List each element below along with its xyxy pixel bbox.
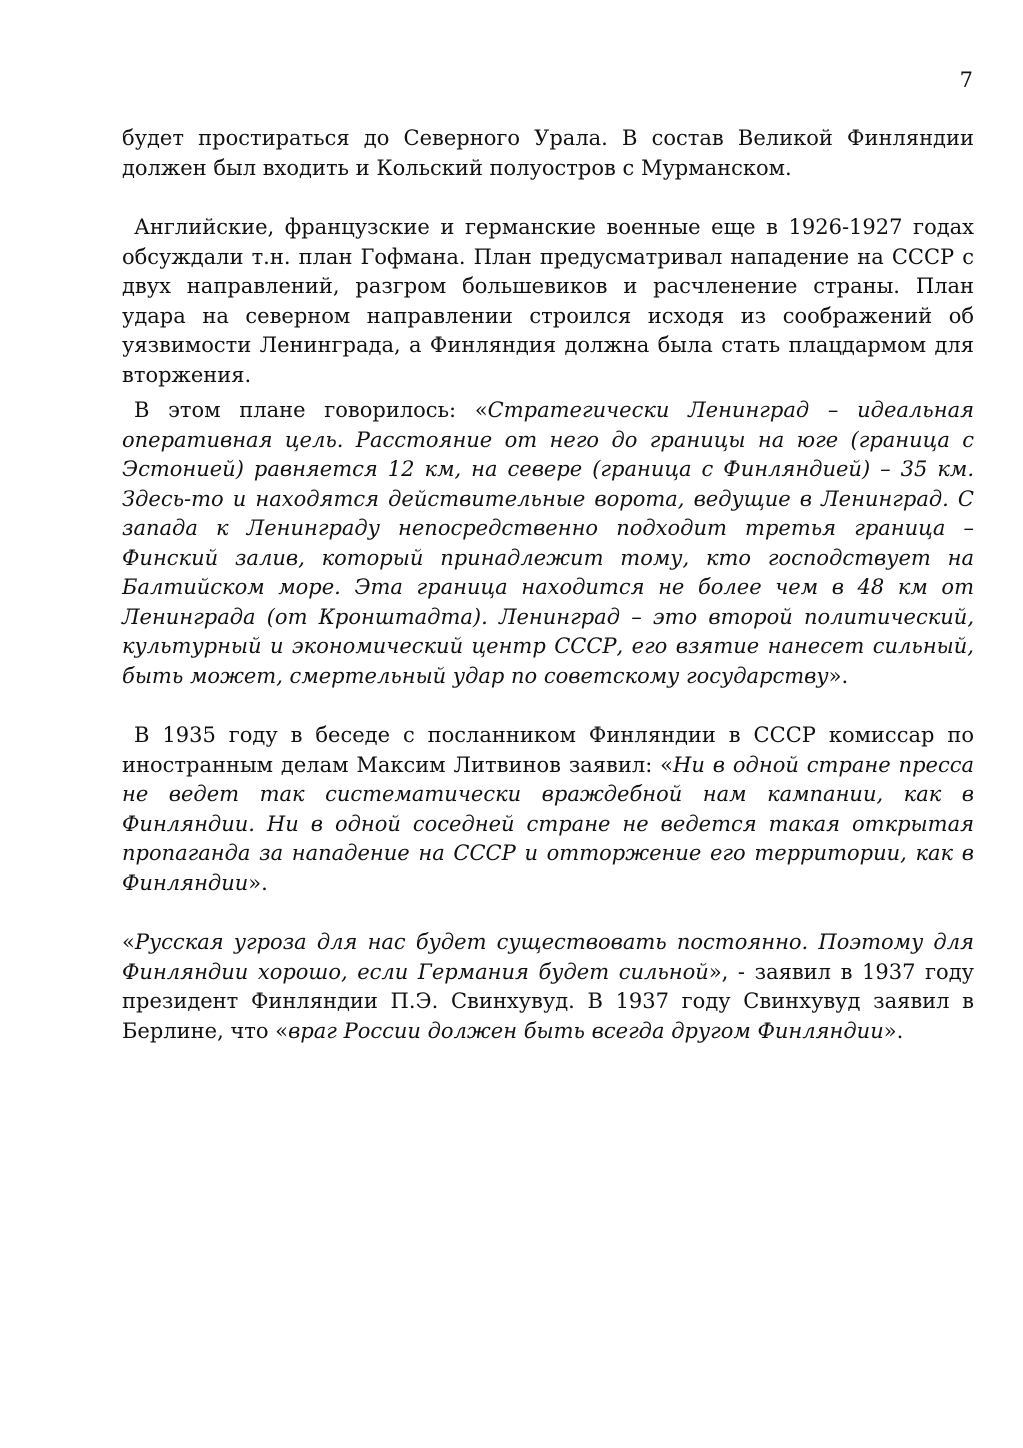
paragraph-4-tail: ». (248, 870, 268, 895)
paragraph-5-lead: « (122, 930, 135, 954)
paragraph-5-tail: ». (883, 1018, 904, 1043)
paragraph-4 (122, 721, 974, 898)
document-body (122, 124, 974, 1046)
paragraph-4-lead: В 1935 году в беседе с посланником Финляндии в СССР комиссар по иностранным делам Максим Литвинов заявил: « (122, 723, 974, 777)
page-number: 7 (959, 68, 973, 92)
paragraph-5-quote-2: враг России должен быть всегда другом Финляндии (288, 1018, 884, 1043)
paragraph-5 (122, 928, 974, 1046)
paragraph-2: Английские, французские и германские военные еще в 1926-1927 годах обсуждали т.н. план Гофмана. План предусматривал нападение на СССР с двух направлений, разгром большевиков и расчленение страны. План удара на северном направлении строился исходя из соображений об уязвимости Ленинграда, а Финляндия должна была стать плацдармом для вторжения. (122, 215, 974, 387)
paragraph-1: будет простираться до Северного Урала. В состав Великой Финляндии должен был входить и Кольский полуостров с Мурманском. (122, 126, 974, 180)
paragraph-5-middle: », - заявил в 1937 году президент Финляндии П.Э. Свинхувуд. В 1937 году Свинхувуд заявил в Берлине, что « (122, 959, 974, 1043)
paragraph-4-quote: Ни в одной стране пресса не ведет так систематически враждебной нам кампании, как в Финляндии. Ни в одной соседней стране не ведется такая открытая пропаганда за нападение на СССР и отторжение его территории, как в Финляндии (122, 752, 974, 895)
paragraph-3 (122, 396, 974, 691)
paragraph-3-quote: Стратегически Ленинград – идеальная оперативная цель. Расстояние от него до границы на юге (граница с Эстонией) равняется 12 км, на севере (граница с Финляндией) – 35 км. Здесь-то и находятся действительные ворота, ведущие в Ленинград. С запада к Ленинграду непосредственно подходит третья граница – Финский залив, который принадлежит тому, кто господствует на Балтийском море. Эта граница находится не более чем в 48 км от Ленинграда (от Кронштадта). Ленинград – это второй политический, культурный и экономический центр СССР, его взятие нанесет сильный, быть может, смертельный удар по советскому государству (122, 398, 974, 688)
paragraph-3-lead: В этом плане говорилось: « (134, 398, 488, 422)
paragraph-5-quote-1: Русская угроза для нас будет существовать постоянно. Поэтому для Финляндии хорошо, если Германия будет сильной (122, 930, 974, 984)
paragraph-3-tail: ». (828, 663, 849, 688)
